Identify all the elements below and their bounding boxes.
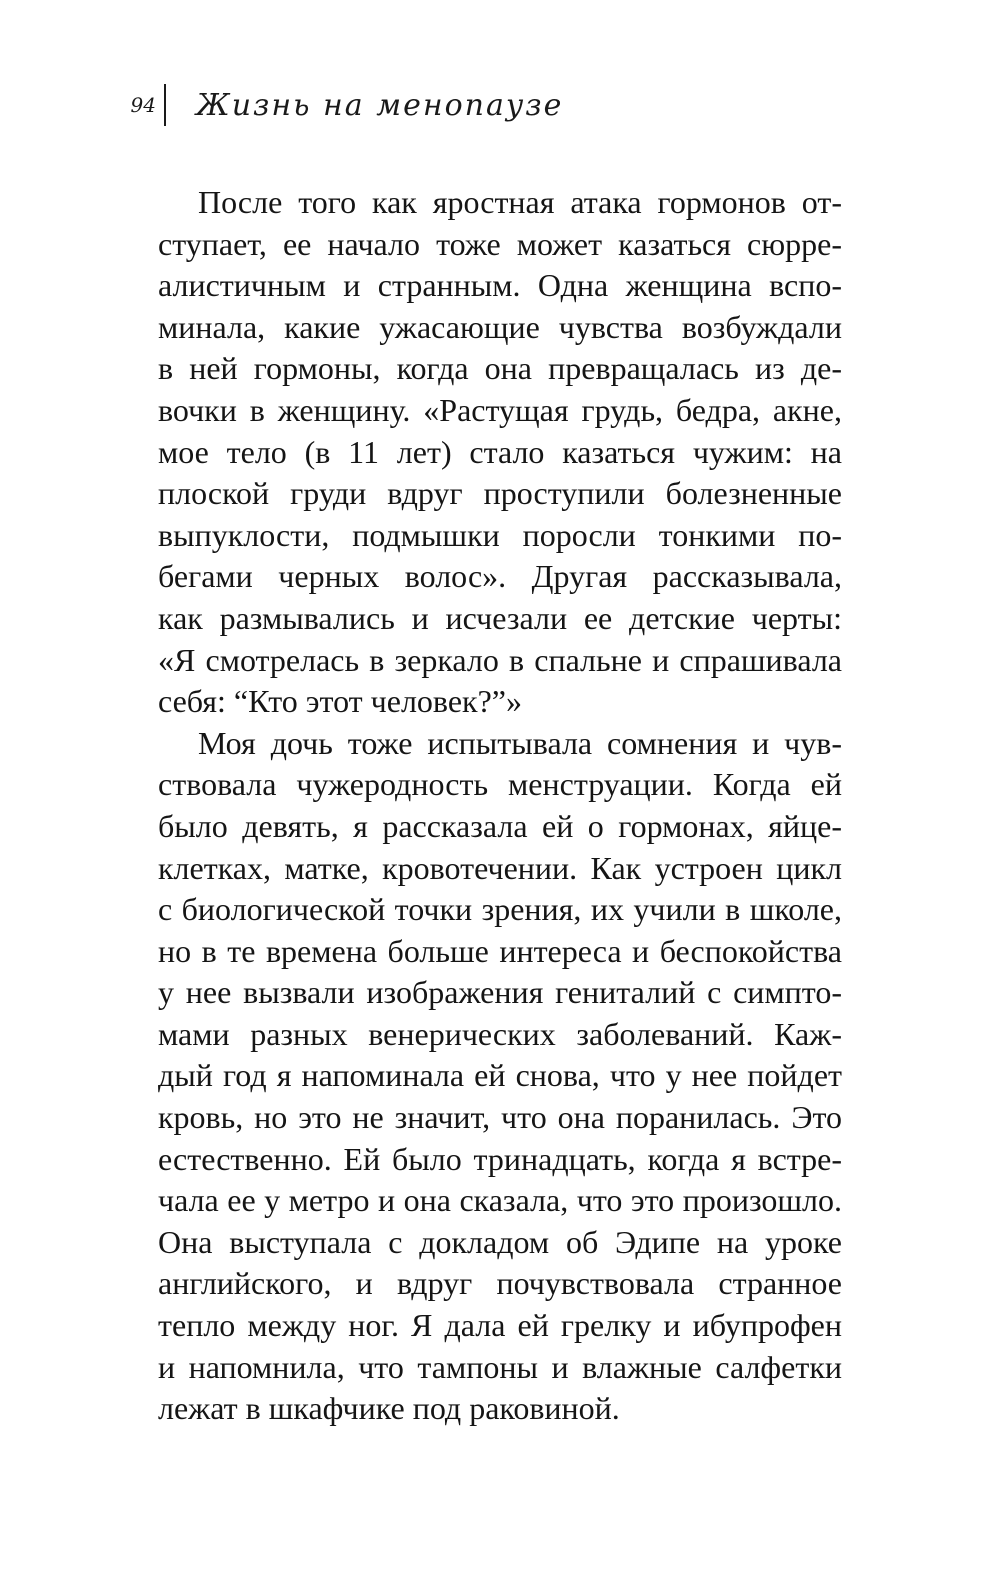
text-line: выпуклости, подмышки поросли тонкими по- [158,516,842,553]
body-text [158,182,842,1430]
text-line: было девять, я рассказала ей о гормонах, яйце- [158,807,842,844]
text-line: себя: “Кто этот человек?”» [158,683,522,720]
text-line: но в те времена больше интереса и беспокойства [158,932,842,969]
header-divider [164,84,166,126]
text-line: лежат в шкафчике под раковиной. [158,1390,620,1427]
text-line: ствовала чужеродность менструации. Когда ей [158,766,842,803]
text-line: минала, какие ужасающие чувства возбуждали [158,308,842,345]
text-line: алистичным и странным. Одна женщина вспо- [158,267,842,304]
book-title: Жизнь на менопаузе [196,87,564,123]
text-line: вочки в женщину. «Растущая грудь, бедра, акне, [158,391,842,428]
paragraph [158,723,842,1430]
text-line: Моя дочь тоже испытывала сомнения и чув- [198,724,842,761]
text-line: мами разных венерических заболеваний. Каж- [158,1015,842,1052]
text-line: с биологической точки зрения, их учили в школе, [158,891,842,928]
text-line: мое тело (в 11 лет) стало казаться чужим: на [158,433,842,470]
text-line: английского, и вдруг почувствовала странное [158,1265,842,1302]
text-line: дый год я напоминала ей снова, что у нее пойдет [158,1057,842,1094]
paragraph [158,182,842,723]
text-line: и напомнила, что тампоны и влажные салфетки [158,1348,842,1385]
page-number: 94 [130,93,156,117]
text-line: кровь, но это не значит, что она поранилась. Это [158,1099,842,1136]
text-line: естественно. Ей было тринадцать, когда я встре- [158,1140,842,1177]
running-head [126,82,563,128]
text-line: плоской груди вдруг проступили болезненные [158,475,842,512]
text-line: в ней гормоны, когда она превращалась из де- [158,350,842,387]
text-line: бегами черных волос». Другая рассказывала, [158,558,842,595]
text-line: тепло между ног. Я дала ей грелку и ибупрофен [158,1307,842,1344]
text-line: у нее вызвали изображения гениталий с симпто- [158,974,842,1011]
text-line: чала ее у метро и она сказала, что это произошло. [158,1182,842,1219]
text-line: ступает, ее начало тоже может казаться сюрре- [158,225,842,262]
text-line: Она выступала с докладом об Эдипе на уроке [158,1223,842,1260]
text-line: После того как яростная атака гормонов от- [198,184,842,220]
text-line: «Я смотрелась в зеркало в спальне и спрашивала [158,641,842,678]
text-line: клетках, матке, кровотечении. Как устроен цикл [158,849,842,886]
text-line: как размывались и исчезали ее детские черты: [158,599,842,636]
